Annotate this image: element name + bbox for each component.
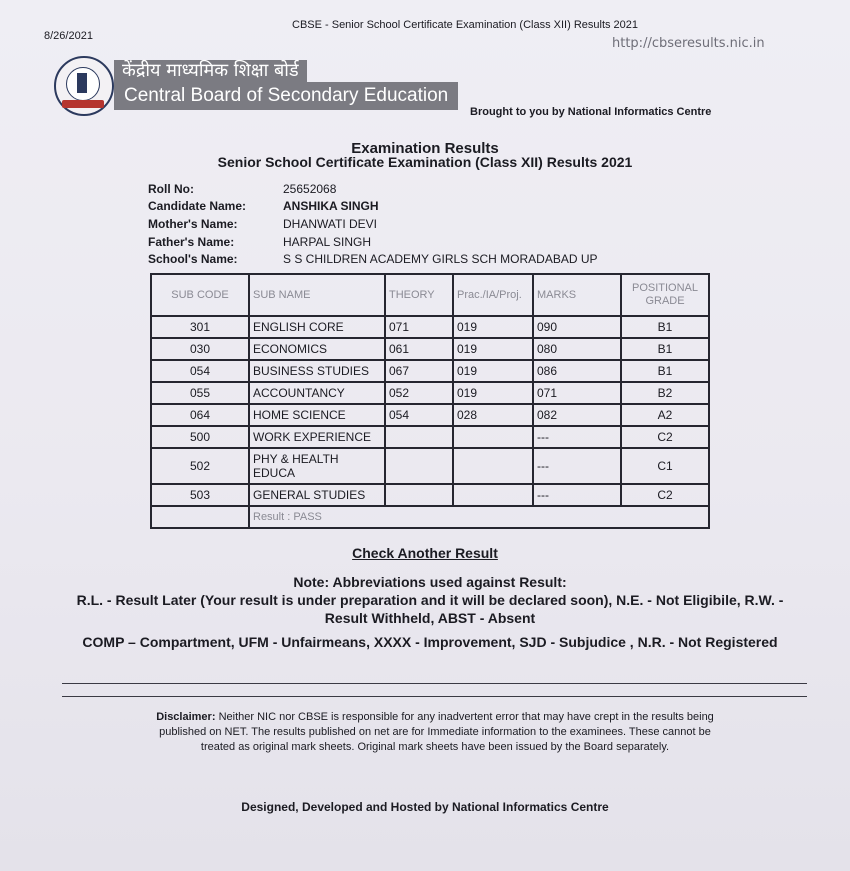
footer-credit: Designed, Developed and Hosted by National Informatics Centre [241, 800, 609, 814]
cell-theory: 054 [385, 404, 453, 426]
info-father-name [148, 235, 371, 249]
cell-code: 030 [151, 338, 249, 360]
abbreviation-note [60, 573, 800, 651]
cell-marks: --- [533, 448, 621, 484]
info-value: ANSHIKA SINGH [283, 199, 379, 213]
cell-marks: --- [533, 426, 621, 448]
cell-prac [453, 426, 533, 448]
info-roll-no [148, 182, 336, 196]
cell-grade: C1 [621, 448, 709, 484]
info-label: Candidate Name: [148, 199, 247, 213]
cell-code: 503 [151, 484, 249, 506]
print-url: http://cbseresults.nic.in [612, 36, 765, 51]
cell-code: 301 [151, 316, 249, 338]
table-row [151, 448, 709, 484]
table-row [151, 484, 709, 506]
header-grade: POSITIONAL GRADE [621, 274, 709, 316]
result-label: Result : [253, 511, 291, 523]
header-marks: MARKS [533, 274, 621, 316]
header-sub-name: SUB NAME [249, 274, 385, 316]
cell-name: ECONOMICS [249, 338, 385, 360]
info-school-name [148, 252, 598, 266]
cell-theory: 061 [385, 338, 453, 360]
cell-theory: 071 [385, 316, 453, 338]
cell-theory [385, 484, 453, 506]
cell-grade: B1 [621, 316, 709, 338]
cell-name: ENGLISH CORE [249, 316, 385, 338]
result-value: PASS [293, 511, 322, 523]
result-row [151, 506, 709, 528]
cell-code: 064 [151, 404, 249, 426]
cell-theory [385, 448, 453, 484]
cell-theory: 067 [385, 360, 453, 382]
disclaimer-label: Disclaimer: [156, 711, 216, 723]
cell-grade: C2 [621, 484, 709, 506]
info-value: 25652068 [283, 182, 337, 196]
info-value: S S CHILDREN ACADEMY GIRLS SCH MORADABAD UP [283, 252, 598, 266]
print-date: 8/26/2021 [44, 30, 93, 42]
page-subtitle: Senior School Certificate Examination (Class XII) Results 2021 [217, 154, 633, 170]
cell-name: HOME SCIENCE [249, 404, 385, 426]
cell-code: 055 [151, 382, 249, 404]
board-name-hindi: केंद्रीय माध्यमिक शिक्षा बोर्ड [114, 60, 307, 82]
cell-marks: --- [533, 484, 621, 506]
cell-grade: C2 [621, 426, 709, 448]
cell-name: BUSINESS STUDIES [249, 360, 385, 382]
cell-grade: A2 [621, 404, 709, 426]
cell-prac: 028 [453, 404, 533, 426]
cell-prac: 019 [453, 316, 533, 338]
note-title: Note: Abbreviations used against Result: [293, 574, 567, 590]
header-sub-code: SUB CODE [151, 274, 249, 316]
brought-by: Brought to you by National Informatics Centre [470, 106, 712, 118]
table-row [151, 426, 709, 448]
print-title: CBSE - Senior School Certificate Examination (Class XII) Results 2021 [292, 19, 639, 31]
table-row [151, 404, 709, 426]
cell-code: 502 [151, 448, 249, 484]
info-mother-name [148, 217, 377, 231]
cbse-logo-icon [54, 56, 114, 116]
note-line-2: COMP – Compartment, UFM - Unfairmeans, XXXX - Improvement, SJD - Subjudice , N.R. - Not Registered [82, 634, 778, 650]
cell-prac [453, 448, 533, 484]
disclaimer-text: Neither NIC nor CBSE is responsible for any inadvertent error that may have crept in the results being published on NET. The results published on net are for Immediate information to the examinees. These cannot be treated as original mark sheets. Original mark sheets have been issued by the Board separately. [159, 711, 714, 753]
cell-grade: B2 [621, 382, 709, 404]
cell-grade: B1 [621, 360, 709, 382]
cell-name: GENERAL STUDIES [249, 484, 385, 506]
cell-marks: 082 [533, 404, 621, 426]
table-row [151, 360, 709, 382]
cell-name: WORK EXPERIENCE [249, 426, 385, 448]
info-candidate-name [148, 199, 379, 213]
info-value: HARPAL SINGH [283, 235, 372, 249]
cell-marks: 086 [533, 360, 621, 382]
cell-name: PHY & HEALTH EDUCA [249, 448, 385, 484]
cell-prac [453, 484, 533, 506]
table-header-row [151, 274, 709, 316]
cell-prac: 019 [453, 360, 533, 382]
table-row [151, 316, 709, 338]
cell-prac: 019 [453, 382, 533, 404]
board-name-english: Central Board of Secondary Education [114, 82, 458, 110]
cell-grade: B1 [621, 338, 709, 360]
table-row [151, 338, 709, 360]
header-theory: THEORY [385, 274, 453, 316]
result-cell [249, 506, 709, 528]
result-empty-cell [151, 506, 249, 528]
cell-theory: 052 [385, 382, 453, 404]
cell-marks: 090 [533, 316, 621, 338]
page-title: Examination Results [351, 140, 499, 157]
divider [62, 683, 807, 684]
header-prac: Prac./IA/Proj. [453, 274, 533, 316]
marks-table [150, 273, 710, 529]
info-value: DHANWATI DEVI [283, 217, 378, 231]
cell-marks: 080 [533, 338, 621, 360]
info-label: Father's Name: [148, 235, 235, 249]
check-another-result-link[interactable]: Check Another Result [352, 545, 498, 561]
cell-prac: 019 [453, 338, 533, 360]
cell-code: 054 [151, 360, 249, 382]
divider [62, 696, 807, 697]
note-line-1: R.L. - Result Later (Your result is under preparation and it will be declared soon), N.E. - Not Eligibile, R.W. - Result Withheld, ABST - Absent [76, 592, 784, 626]
disclaimer [155, 710, 715, 755]
cell-code: 500 [151, 426, 249, 448]
info-label: School's Name: [148, 252, 238, 266]
cell-theory [385, 426, 453, 448]
table-row [151, 382, 709, 404]
info-label: Roll No: [148, 182, 194, 196]
cell-name: ACCOUNTANCY [249, 382, 385, 404]
info-label: Mother's Name: [148, 217, 238, 231]
cell-marks: 071 [533, 382, 621, 404]
